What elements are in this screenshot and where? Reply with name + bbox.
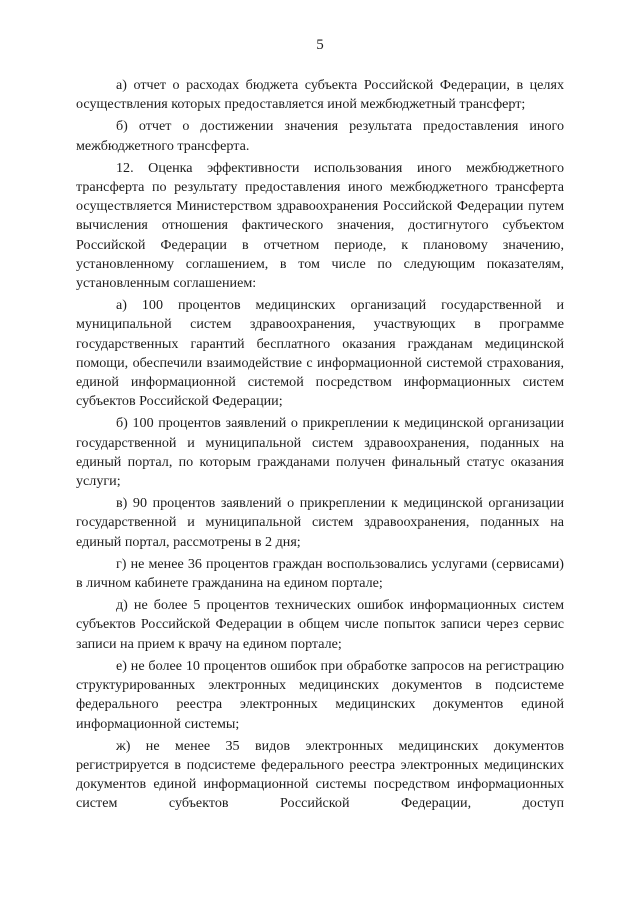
paragraph-b-attachment-applications: б) 100 процентов заявлений о прикреплении к медицинской организации государственной и муниципальной систем здравоохранения, поданных на единый портал, по которым гражданами получен финальный статус оказания услуги; xyxy=(76,415,564,490)
paragraph-a-medical-organizations: а) 100 процентов медицинских организаций государственной и муниципальной систем здравоохранения, участвующих в программе государственных гарантий бесплатного оказания гражданам медицинской помощи, обеспечили взаимодействие с информационной системой страхования, единой информационной системой посредством информационных систем субъектов Российской Федерации; xyxy=(76,297,564,410)
paragraph-b-report-result: б) отчет о достижении значения результата предоставления иного межбюджетного трансферта. xyxy=(76,118,564,154)
paragraph-e-registration-errors: е) не более 10 процентов ошибок при обработке запросов на регистрацию структурированных электронных медицинских документов в подсистеме федерального реестра электронных медицинских документов единой информационной системы; xyxy=(76,657,564,732)
page-number: 5 xyxy=(316,37,324,53)
paragraph-a-report-expenses: а) отчет о расходах бюджета субъекта Российской Федерации, в целях осуществления которых предоставляется иной межбюджетный трансферт; xyxy=(76,77,564,113)
paragraph-d-technical-errors: д) не более 5 процентов технических ошибок информационных систем субъектов Российской Федерации в общем числе попыток записи через сервис записи на прием к врачу на едином портале; xyxy=(76,597,564,652)
paragraph-v-applications-reviewed: в) 90 процентов заявлений о прикреплении к медицинской организации государственной и муниципальной систем здравоохранения, поданных на единый портал, рассмотрены в 2 дня; xyxy=(76,495,564,550)
paragraph-g-citizens-services: г) не менее 36 процентов граждан воспользовались услугами (сервисами) в личном кабинете гражданина на едином портале; xyxy=(76,555,564,592)
paragraph-12-efficiency-evaluation: 12. Оценка эффективности использования иного межбюджетного трансферта по результату предоставления иного межбюджетного трансферта осуществляется Министерством здравоохранения Российской Федерации путем вычисления отношения фактического значения, достигнутого субъектом Российской Федерации в отчетном периоде, к плановому значению, установленному соглашением, в том числе по следующим показателям, установленным соглашением: xyxy=(76,159,564,292)
document-body xyxy=(76,76,564,814)
paragraph-zh-document-types: ж) не менее 35 видов электронных медицинских документов регистрируется в подсистеме федерального реестра электронных медицинских документов единой информационной системы посредством информационных систем субъектов Российской Федерации, доступ xyxy=(76,737,564,812)
